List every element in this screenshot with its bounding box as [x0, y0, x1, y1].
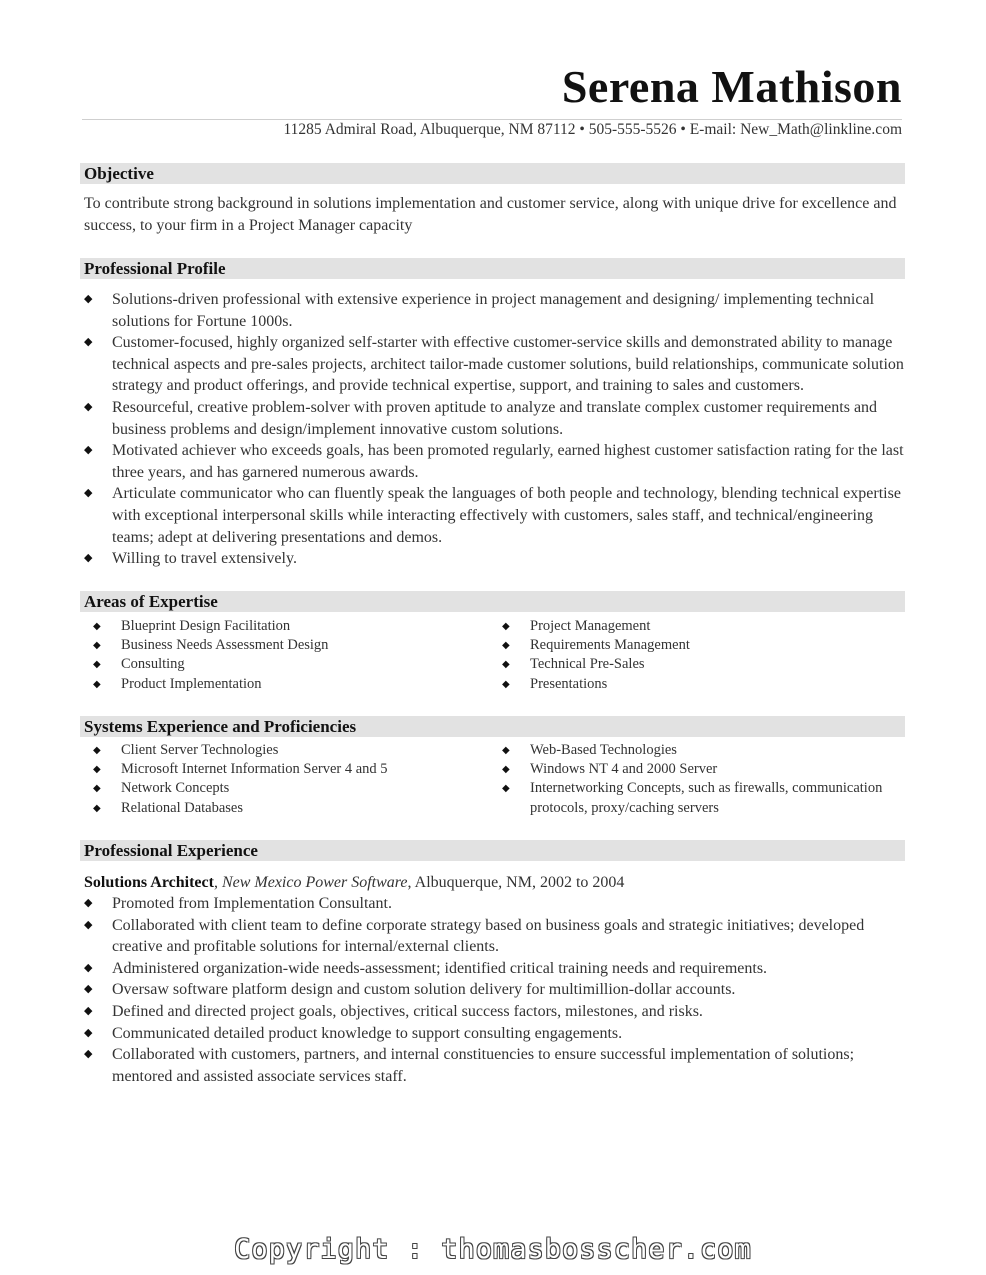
list-item	[93, 799, 483, 818]
list-item	[82, 893, 904, 915]
systems-item: Internetworking Concepts, such as firewalls, communication protocols, proxy/caching servers	[530, 780, 883, 816]
bullet-icon: ◆	[93, 678, 101, 690]
experience-item-text: Collaborated with customers, partners, and internal constituencies to ensure successful implementation of solutions; mentored and assisted associate services staff.	[112, 1046, 855, 1085]
systems-item: Microsoft Internet Information Server 4 and 5	[121, 761, 388, 778]
systems-left-list	[93, 741, 483, 818]
bullet-icon: ◆	[502, 783, 510, 795]
bullet-icon: ◆	[93, 621, 101, 632]
profile-item-text: Resourceful, creative problem-solver with proven aptitude to analyze and translate complex customer requirements and business problems and design/implement innovative custom solutions.	[112, 398, 878, 438]
expertise-item: Presentations	[530, 675, 608, 692]
bullet-icon: ◆	[93, 783, 101, 795]
profile-list	[82, 289, 904, 570]
systems-item: Relational Databases	[121, 799, 243, 816]
bullet-icon: ◆	[93, 745, 101, 756]
list-item	[82, 548, 904, 570]
list-item	[82, 1023, 904, 1045]
objective-text: To contribute strong background in solutions implementation and customer service, along with unique drive for excellence and success, to your firm in a Project Manager capacity	[84, 195, 897, 234]
experience-list	[82, 893, 904, 1087]
systems-title: Systems Experience and Proficiencies	[84, 717, 357, 736]
list-item	[93, 636, 483, 655]
list-item	[82, 332, 904, 397]
experience-item-text: Administered organization-wide needs-assessment; identified critical training needs and requirements.	[112, 959, 768, 977]
bullet-icon: ◆	[93, 640, 101, 652]
copyright-watermark: Copyright : thomasbosscher.com	[234, 1234, 752, 1265]
objective-header	[80, 163, 905, 184]
experience-item-text: Collaborated with client team to define corporate strategy based on business goals and strategic initiatives; developed creative and profitable solutions for internal/external clients.	[112, 916, 865, 956]
expertise-header	[80, 591, 905, 612]
experience-item-text: Promoted from Implementation Consultant.	[112, 895, 392, 912]
bullet-icon: ◆	[502, 621, 510, 632]
list-item	[82, 958, 904, 980]
job-company: New Mexico Power Software	[221, 874, 408, 891]
list-item	[93, 655, 483, 674]
list-item	[502, 636, 902, 655]
profile-item-text: Motivated achiever who exceeds goals, has been promoted regularly, earned highest customer satisfaction rating for the last three years, and has garnered numerous awards.	[112, 442, 904, 481]
experience-item-text: Oversaw software platform design and custom solution delivery for multimillion-dollar accounts.	[112, 981, 736, 999]
bullet-icon: ◆	[84, 983, 93, 996]
expertise-item: Product Implementation	[121, 675, 262, 692]
bullet-icon: ◆	[84, 961, 93, 974]
expertise-title: Areas of Expertise	[84, 592, 218, 611]
bullet-icon: ◆	[502, 745, 510, 756]
bullet-icon: ◆	[84, 897, 93, 909]
bullet-icon: ◆	[84, 336, 93, 349]
list-item	[82, 915, 904, 958]
list-item	[82, 483, 904, 548]
expertise-left-list	[93, 617, 483, 694]
bullet-icon: ◆	[502, 640, 510, 652]
job-title: Solutions Architect	[84, 874, 214, 891]
bullet-icon: ◆	[84, 1026, 93, 1039]
list-item	[93, 741, 483, 760]
list-item	[502, 617, 902, 636]
bullet-icon: ◆	[84, 552, 93, 565]
bullet-icon: ◆	[84, 487, 93, 500]
objective-title: Objective	[84, 164, 154, 183]
experience-item-text: Defined and directed project goals, objectives, critical success factors, milestones, and risks.	[112, 1002, 703, 1020]
header-divider	[82, 119, 902, 120]
bullet-icon: ◆	[502, 764, 510, 776]
list-item	[502, 741, 902, 760]
list-item	[502, 760, 902, 779]
bullet-icon: ◆	[502, 659, 510, 671]
systems-item: Client Server Technologies	[121, 742, 279, 758]
list-item	[82, 289, 904, 332]
bullet-icon: ◆	[93, 802, 101, 814]
bullet-icon: ◆	[84, 918, 93, 931]
bullet-icon: ◆	[502, 678, 510, 690]
bullet-icon: ◆	[84, 444, 93, 457]
list-item	[502, 675, 902, 694]
list-item	[93, 779, 483, 798]
bullet-icon: ◆	[93, 659, 101, 671]
systems-header	[80, 716, 905, 737]
profile-item-text: Solutions-driven professional with extensive experience in project management and designing/ implementing technical solutions for Fortune 1000s.	[112, 291, 875, 330]
profile-item-text: Customer-focused, highly organized self-starter with effective customer-service skills and demonstrated ability to manage technical aspects and pre-sales projects, architect tailor-made customer solutions, build relationships, communicate solution strategy and product offerings, and provide technical expertise, support, and training to sales and customers.	[112, 334, 904, 395]
experience-header	[80, 840, 905, 861]
expertise-item: Consulting	[121, 656, 185, 673]
profile-item-text: Articulate communicator who can fluently speak the languages of both people and technology, blending technical expertise with exceptional interpersonal skills while interacting effectively with customers, sales staff, and technical/engineering teams; adept at delivering presentations and demos.	[112, 485, 901, 546]
contact-line: 11285 Admiral Road, Albuquerque, NM 87112 • 505-555-5526 • E-mail: New_Math@linkline.com	[283, 121, 902, 138]
list-item	[502, 779, 902, 817]
bullet-icon: ◆	[84, 293, 93, 305]
list-item	[82, 440, 904, 483]
profile-item-text: Willing to travel extensively.	[112, 550, 297, 568]
list-item	[93, 760, 483, 779]
job-heading: Solutions Architect, New Mexico Power Software, Albuquerque, NM, 2002 to 2004	[84, 874, 625, 891]
systems-item: Windows NT 4 and 2000 Server	[530, 761, 718, 778]
list-item	[82, 979, 904, 1001]
experience-item-text: Communicated detailed product knowledge to support consulting engagements.	[112, 1024, 623, 1042]
profile-title: Professional Profile	[84, 259, 226, 278]
expertise-item: Project Management	[530, 618, 651, 634]
expertise-item: Blueprint Design Facilitation	[121, 618, 291, 634]
expertise-right-list	[502, 617, 902, 694]
experience-title: Professional Experience	[84, 841, 258, 860]
job-location-dates: , Albuquerque, NM, 2002 to 2004	[407, 874, 625, 891]
list-item	[82, 1044, 904, 1087]
list-item	[93, 675, 483, 694]
bullet-icon: ◆	[93, 764, 101, 776]
bullet-icon: ◆	[84, 1004, 93, 1017]
systems-item: Network Concepts	[121, 780, 230, 797]
list-item	[82, 397, 904, 440]
bullet-icon: ◆	[84, 400, 93, 413]
list-item	[82, 1001, 904, 1023]
profile-header	[80, 258, 905, 279]
expertise-item: Business Needs Assessment Design	[121, 637, 329, 654]
expertise-item: Technical Pre-Sales	[530, 656, 645, 673]
systems-right-list	[502, 741, 902, 818]
expertise-item: Requirements Management	[530, 637, 690, 654]
candidate-name: Serena Mathison	[561, 61, 902, 112]
list-item	[502, 655, 902, 674]
bullet-icon: ◆	[84, 1048, 93, 1061]
list-item	[93, 617, 483, 636]
systems-item: Web-Based Technologies	[530, 742, 677, 758]
